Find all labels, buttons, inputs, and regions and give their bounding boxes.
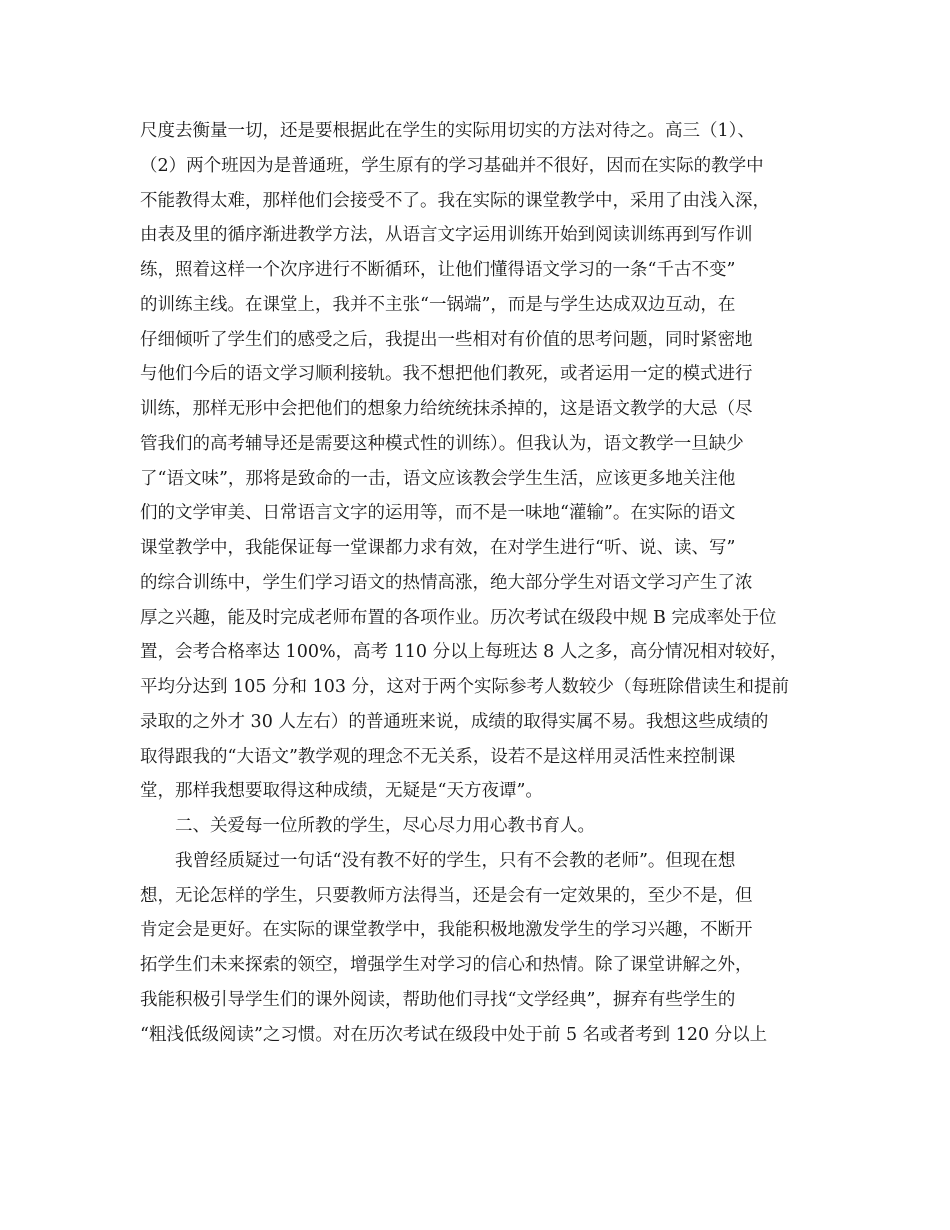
text-line: 厚之兴趣，能及时完成老师布置的各项作业。历次考试在级段中规 B 完成率处于位: [140, 607, 777, 628]
body-text: [140, 114, 820, 1052]
text-line: 与他们今后的语文学习顺利接轨。我不想把他们教死，或者运用一定的模式进行: [140, 364, 753, 385]
text-line: 录取的之外才 30 人左右）的普通班来说，成绩的取得实属不易。我想这些成绩的: [140, 711, 769, 732]
text-line: 置，会考合格率达 100%，高考 110 分以上每班达 8 人之多，高分情况相对较好，: [140, 642, 788, 663]
text-line: 仔细倾听了学生们的感受之后，我提出一些相对有价值的思考问题，同时紧密地: [140, 329, 753, 350]
text-line: 了“语文味”，那将是致命的一击，语文应该教会学生生活，应该更多地关注他: [140, 468, 736, 489]
text-line: 们的文学审美、日常语言文字的运用等，而不是一味地“灌输”。在实际的语文: [140, 503, 736, 524]
text-line: 尺度去衡量一切，还是要根据此在学生的实际用切实的方法对待之。高三（1）、: [140, 121, 755, 141]
text-line: 平均分达到 105 分和 103 分，这对于两个实际参考人数较少（每班除借读生和提前: [140, 677, 790, 697]
text-line: 取得跟我的“大语文”教学观的理念不无关系，设若不是这样用灵活性来控制课: [140, 746, 736, 767]
text-line: （2）两个班因为是普通班，学生原有的学习基础并不很好，因而在实际的教学中: [140, 155, 764, 176]
text-line: 训练，那样无形中会把他们的想象力给统统抹杀掉的，这是语文教学的大忌（尽: [140, 399, 753, 419]
text-line: 不能教得太难，那样他们会接受不了。我在实际的课堂教学中，采用了由浅入深，: [140, 190, 770, 211]
text-line: 二、关爱每一位所教的学生，尽心尽力用心教书育人。: [175, 816, 595, 836]
text-line: 的训练主线。在课堂上，我并不主张“一锅端”，而是与学生达成双边互动，在: [140, 294, 736, 315]
text-line: 的综合训练中，学生们学习语文的热情高涨，绝大部分学生对语文学习产生了浓: [140, 572, 753, 593]
text-line: 课堂教学中，我能保证每一堂课都力求有效，在对学生进行“听、说、读、写”: [140, 538, 736, 558]
text-line: 堂，那样我想要取得这种成绩，无疑是“天方夜谭”。: [140, 781, 543, 802]
text-line: 练，照着这样一个次序进行不断循环，让他们懂得语文学习的一条“千古不变”: [140, 260, 736, 280]
text-line: 肯定会是更好。在实际的课堂教学中，我能积极地激发学生的学习兴趣，不断开: [140, 920, 753, 941]
text-line: 拓学生们未来探索的领空，增强学生对学习的信心和热情。除了课堂讲解之外，: [140, 955, 753, 975]
text-line: 我曾经质疑过一句话“没有教不好的学生，只有不会教的老师”。但现在想: [175, 850, 736, 871]
text-line: “粗浅低级阅读”之习惯。对在历次考试在级段中处于前 5 名或者考到 120 分以上: [140, 1024, 768, 1045]
text-line: 管我们的高考辅导还是需要这种模式性的训练）。但我认为，语文教学一旦缺少: [140, 433, 744, 454]
text-line: 由表及里的循序渐进教学方法，从语言文字运用训练开始到阅读训练再到写作训: [140, 225, 753, 246]
text-line: 想，无论怎样的学生，只要教师方法得当，还是会有一定效果的，至少不是，但: [140, 885, 753, 906]
text-line: 我能积极引导学生们的课外阅读，帮助他们寻找“文学经典”，摒弃有些学生的: [140, 989, 736, 1010]
